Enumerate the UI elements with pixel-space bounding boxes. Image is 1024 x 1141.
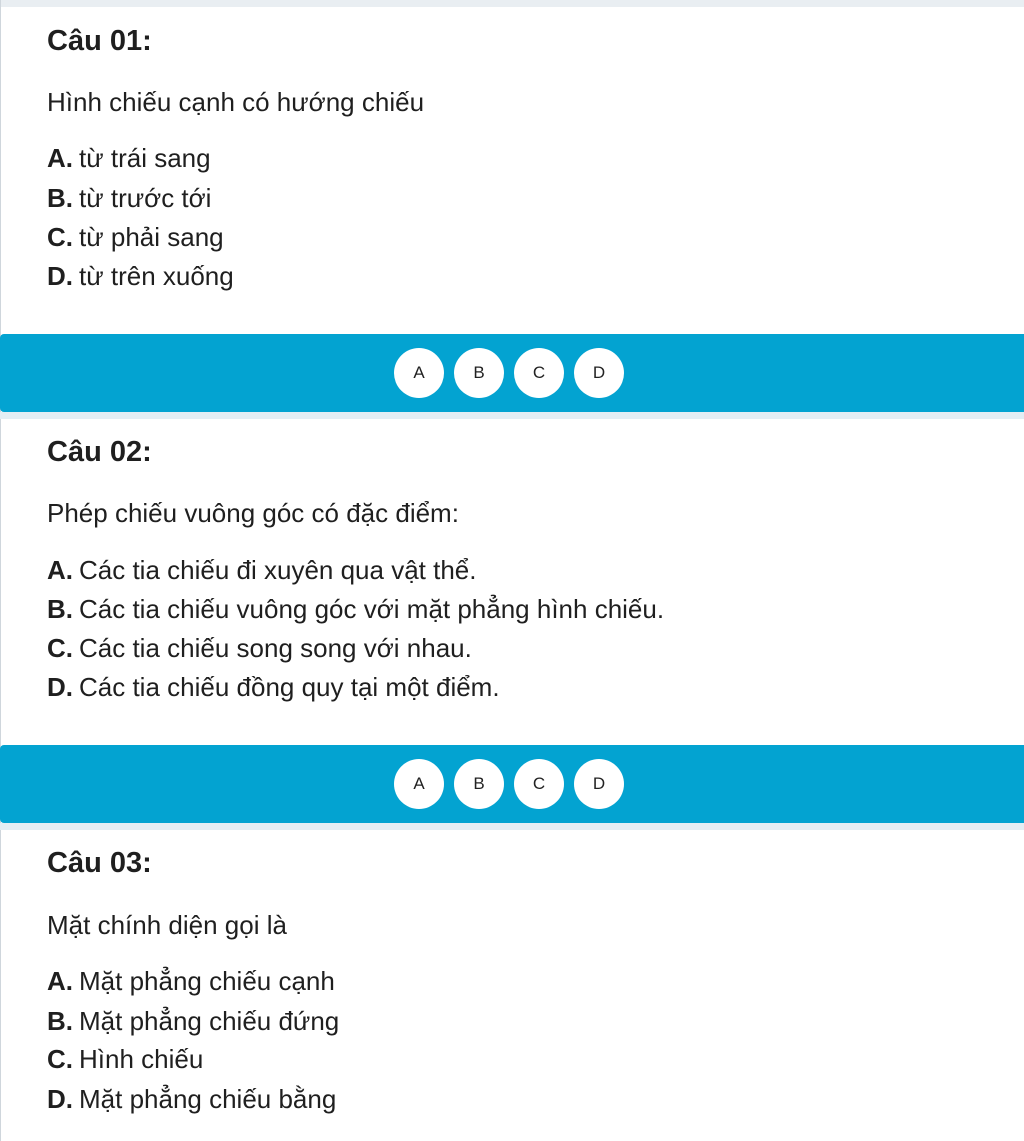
question-2-answer-bar	[0, 745, 1024, 823]
answer-bar-divider	[0, 412, 1024, 419]
question-3-title: Câu 03:	[47, 847, 152, 879]
question-1-choice-c-button[interactable]: C	[514, 348, 564, 398]
question-1-text: Hình chiếu cạnh có hướng chiếu	[47, 87, 425, 117]
question-2-option-b	[47, 593, 664, 625]
question-3-option-d	[47, 1083, 336, 1115]
option-text: từ trước tới	[79, 183, 212, 213]
question-2-text: Phép chiếu vuông góc có đặc điểm:	[47, 498, 459, 528]
option-letter: B.	[47, 594, 73, 624]
option-text: Mặt phẳng chiếu bằng	[79, 1084, 337, 1114]
question-3-option-a	[47, 965, 335, 997]
question-2-option-c	[47, 632, 472, 664]
question-2-option-a	[47, 554, 476, 586]
question-1-option-a	[47, 142, 211, 174]
option-letter: A.	[47, 966, 73, 996]
top-divider	[0, 0, 1024, 7]
question-2-choice-c-button[interactable]: C	[514, 759, 564, 809]
question-2-choice-b-button[interactable]: B	[454, 759, 504, 809]
option-text: Mặt phẳng chiếu đứng	[79, 1006, 340, 1036]
option-letter: B.	[47, 183, 73, 213]
option-letter: B.	[47, 1006, 73, 1036]
option-letter: D.	[47, 1084, 73, 1114]
option-letter: C.	[47, 1044, 73, 1074]
question-1-choice-b-button[interactable]: B	[454, 348, 504, 398]
option-letter: A.	[47, 555, 73, 585]
question-1-answer-bar	[0, 334, 1024, 412]
option-text: Các tia chiếu song song với nhau.	[79, 633, 472, 663]
question-2-title: Câu 02:	[47, 436, 152, 468]
option-text: Các tia chiếu đi xuyên qua vật thể.	[79, 555, 477, 585]
question-1-option-c	[47, 221, 224, 253]
option-text: Hình chiếu	[79, 1044, 204, 1074]
option-letter: A.	[47, 143, 73, 173]
option-letter: D.	[47, 261, 73, 291]
option-text: từ trái sang	[79, 143, 211, 173]
question-1-option-b	[47, 182, 211, 214]
question-2-choice-a-button[interactable]: A	[394, 759, 444, 809]
answer-bar-divider	[0, 823, 1024, 830]
option-letter: C.	[47, 633, 73, 663]
question-1-choice-d-button[interactable]: D	[574, 348, 624, 398]
left-border	[0, 0, 1, 1141]
option-letter: D.	[47, 672, 73, 702]
option-text: Mặt phẳng chiếu cạnh	[79, 966, 335, 996]
question-3-text: Mặt chính diện gọi là	[47, 910, 287, 940]
question-2-option-d	[47, 671, 500, 703]
option-text: từ trên xuống	[79, 261, 234, 291]
question-3-option-b	[47, 1005, 339, 1037]
question-2-choice-d-button[interactable]: D	[574, 759, 624, 809]
option-text: Các tia chiếu đồng quy tại một điểm.	[79, 672, 500, 702]
question-1-choice-a-button[interactable]: A	[394, 348, 444, 398]
question-1-option-d	[47, 260, 234, 292]
question-1-title: Câu 01:	[47, 25, 152, 57]
option-text: từ phải sang	[79, 222, 224, 252]
question-3-option-c	[47, 1043, 203, 1075]
option-letter: C.	[47, 222, 73, 252]
option-text: Các tia chiếu vuông góc với mặt phẳng hình chiếu.	[79, 594, 665, 624]
